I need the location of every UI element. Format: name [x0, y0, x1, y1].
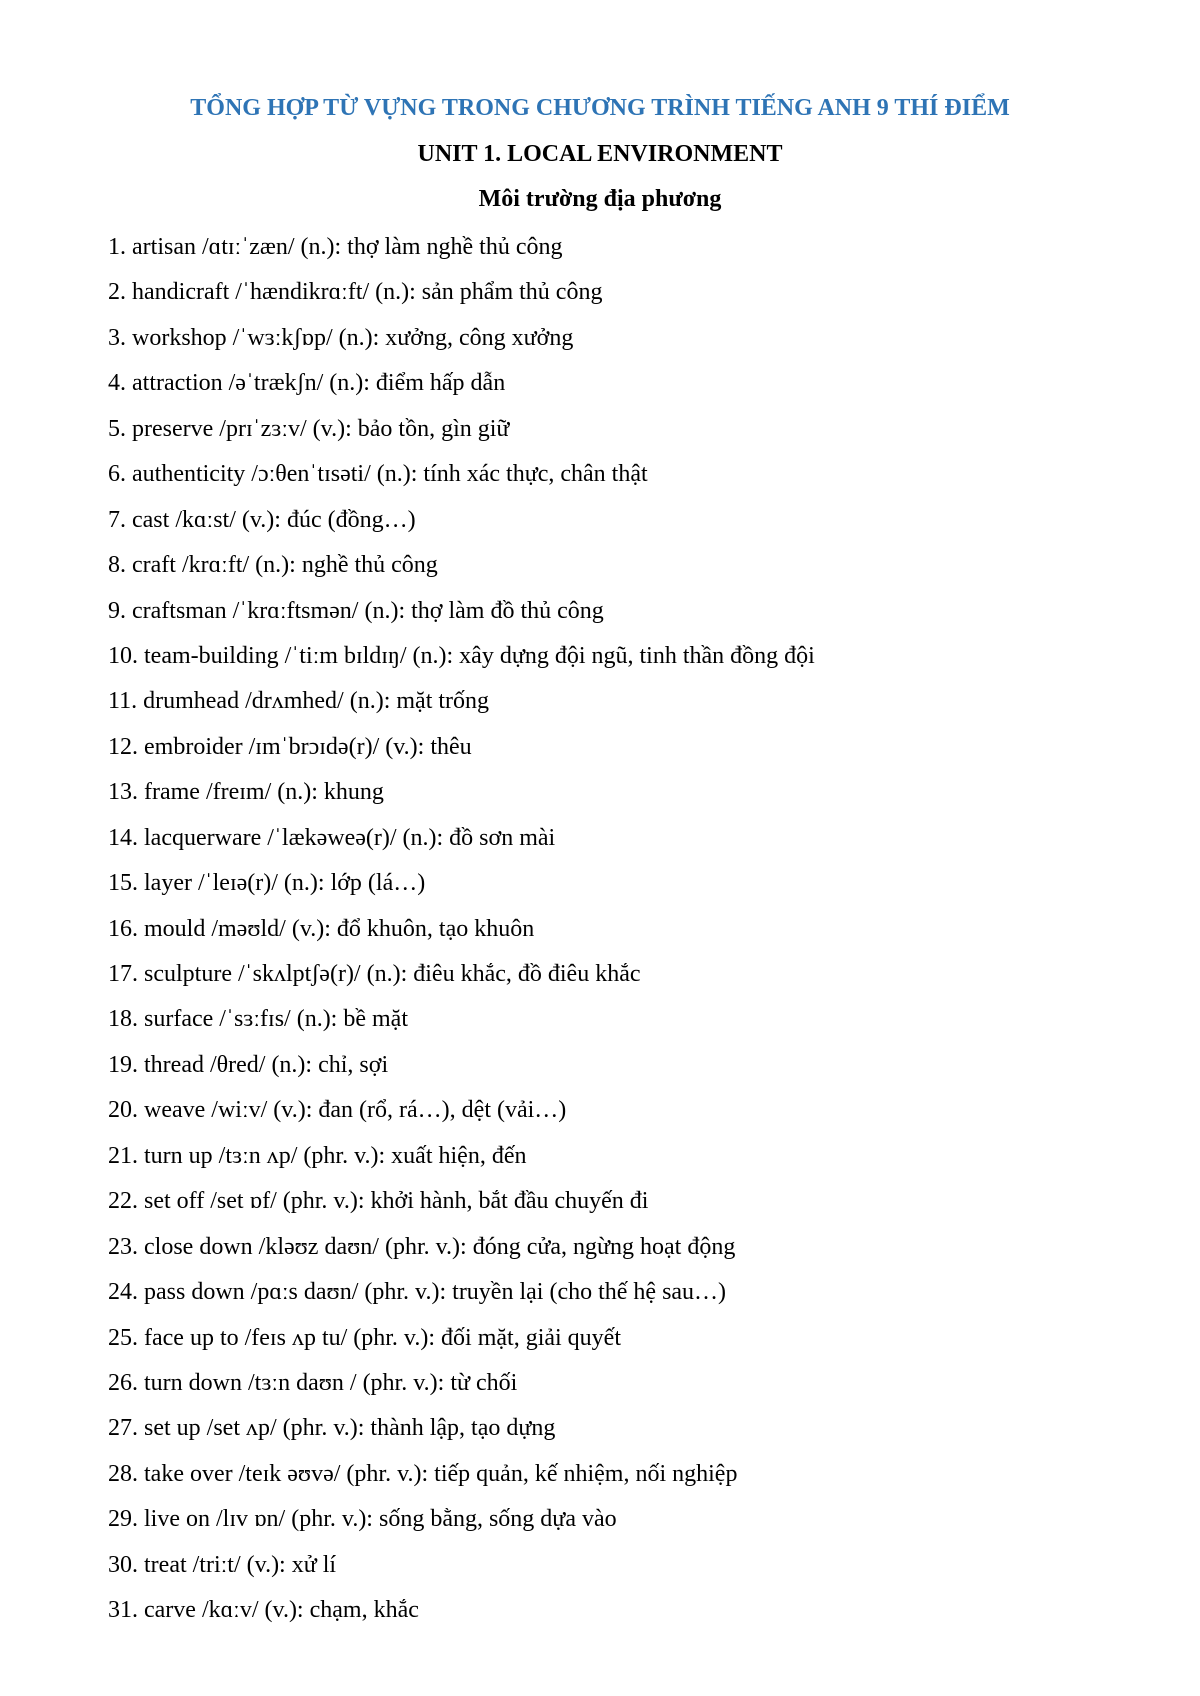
vocabulary-item: 30. treat /triːt/ (v.): xử lí: [108, 1551, 337, 1578]
unit-subtitle: Môi trường địa phương: [478, 186, 722, 212]
vocabulary-item: 31. carve /kɑːv/ (v.): chạm, khắc: [108, 1597, 419, 1624]
vocabulary-item: 18. surface /ˈsɜːfɪs/ (n.): bề mặt: [108, 1006, 408, 1033]
vocabulary-item: 6. authenticity /ɔːθenˈtɪsəti/ (n.): tính xác thực, chân thật: [108, 461, 648, 488]
vocabulary-item: 2. handicraft /ˈhændikrɑːft/ (n.): sản phẩm thủ công: [108, 279, 603, 306]
vocabulary-item: 17. sculpture /ˈskʌlptʃə(r)/ (n.): điêu khắc, đồ điêu khắc: [108, 961, 641, 987]
vocabulary-item: 7. cast /kɑːst/ (v.): đúc (đồng…): [108, 506, 416, 533]
vocabulary-item: 22. set off /set ɒf/ (phr. v.): khởi hành, bắt đầu chuyến đi: [108, 1188, 649, 1215]
vocabulary-item: 13. frame /freɪm/ (n.): khung: [108, 779, 384, 806]
vocabulary-list: [108, 232, 1158, 1641]
vocabulary-item: 10. team-building /ˈtiːm bɪldɪŋ/ (n.): xây dựng đội ngũ, tinh thần đồng đội: [108, 642, 815, 669]
vocabulary-item: 8. craft /krɑːft/ (n.): nghề thủ công: [108, 552, 438, 579]
vocabulary-item: 14. lacquerware /ˈlækəweə(r)/ (n.): đồ sơn mài: [108, 824, 556, 851]
vocabulary-item: 15. layer /ˈleɪə(r)/ (n.): lớp (lá…): [108, 870, 426, 897]
vocabulary-item: 24. pass down /pɑːs daʊn/ (phr. v.): truyền lại (cho thế hệ sau…): [108, 1279, 727, 1306]
vocabulary-item: 11. drumhead /drʌmhed/ (n.): mặt trống: [108, 688, 490, 715]
vocabulary-item: 21. turn up /tɜːn ʌp/ (phr. v.): xuất hiện, đến: [108, 1142, 527, 1169]
vocabulary-item: 20. weave /wiːv/ (v.): đan (rổ, rá…), dệt (vải…): [108, 1097, 567, 1124]
vocabulary-item: 3. workshop /ˈwɜːkʃɒp/ (n.): xưởng, công xưởng: [108, 324, 574, 351]
unit-title: UNIT 1. LOCAL ENVIRONMENT: [417, 141, 783, 167]
vocabulary-item: 16. mould /məʊld/ (v.): đổ khuôn, tạo khuôn: [108, 915, 535, 942]
vocabulary-item: 12. embroider /ɪmˈbrɔɪdə(r)/ (v.): thêu: [108, 733, 472, 760]
vocabulary-item: 5. preserve /prɪˈzɜːv/ (v.): bảo tồn, gìn giữ: [108, 415, 510, 442]
document-title: TỔNG HỢP TỪ VỰNG TRONG CHƯƠNG TRÌNH TIẾNG ANH 9 THÍ ĐIỂM: [190, 95, 1010, 121]
vocabulary-item: 27. set up /set ʌp/ (phr. v.): thành lập, tạo dựng: [108, 1415, 556, 1442]
vocabulary-item: 29. live on /lɪv ɒn/ (phr. v.): sống bằng, sống dựa vào: [108, 1506, 617, 1533]
vocabulary-item: 9. craftsman /ˈkrɑːftsmən/ (n.): thợ làm đồ thủ công: [108, 597, 604, 624]
vocabulary-item: 4. attraction /əˈtrækʃn/ (n.): điểm hấp dẫn: [108, 370, 506, 397]
vocabulary-item: 28. take over /teɪk əʊvə/ (phr. v.): tiếp quản, kế nhiệm, nối nghiệp: [108, 1460, 738, 1487]
vocabulary-item: 1. artisan /ɑtɪːˈzæn/ (n.): thợ làm nghề thủ công: [108, 234, 563, 260]
vocabulary-item: 25. face up to /feɪs ʌp tu/ (phr. v.): đối mặt, giải quyết: [108, 1324, 621, 1351]
vocabulary-item: 19. thread /θred/ (n.): chỉ, sợi: [108, 1051, 389, 1078]
vocabulary-item: 26. turn down /tɜːn daʊn / (phr. v.): từ chối: [108, 1369, 518, 1396]
vocabulary-item: 23. close down /kləʊz daʊn/ (phr. v.): đóng cửa, ngừng hoạt động: [108, 1233, 736, 1260]
